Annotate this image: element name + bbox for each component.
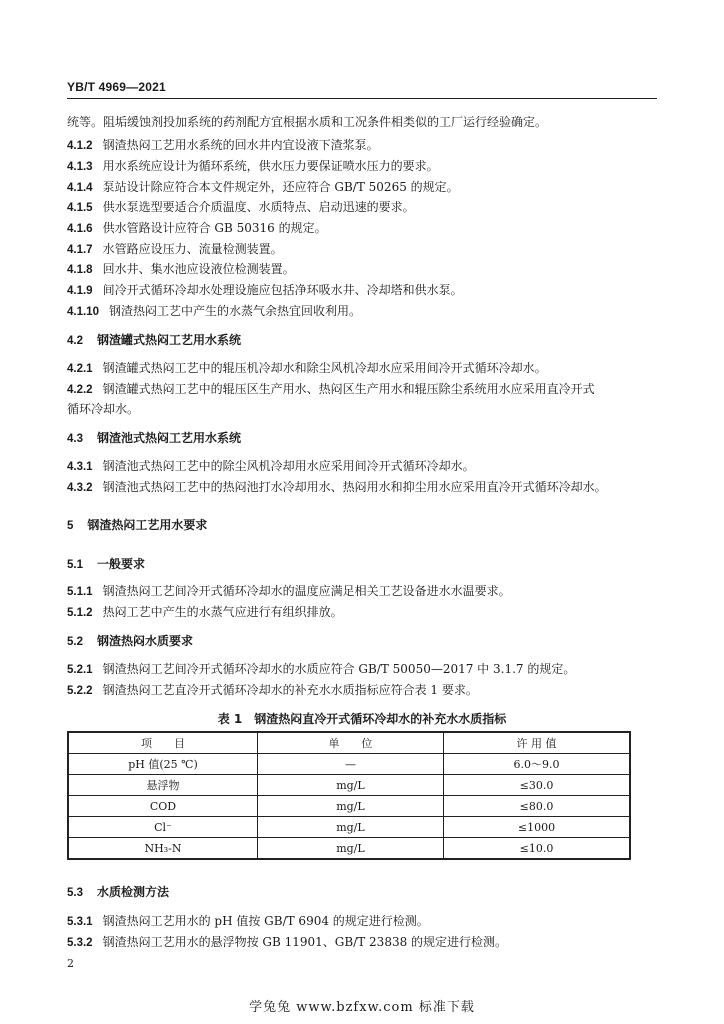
table-row [68, 838, 630, 860]
clause-number: 5.1.1 [67, 586, 93, 598]
cell-value: ≤10.0 [443, 838, 630, 860]
cell-value: ≤1000 [443, 817, 630, 838]
clause-number: 4.3.2 [67, 482, 93, 494]
header-item: 项 目 [68, 732, 257, 754]
clause-5-3-2 [67, 934, 667, 951]
clause-text: 热闷工艺中产生的水蒸气应进行有组织排放。 [102, 605, 343, 619]
section-heading-5-2 [67, 633, 193, 650]
cell-item: COD [68, 796, 257, 817]
section-title: 钢渣热闷水质要求 [97, 634, 194, 648]
section-number: 5.3 [67, 887, 83, 899]
clause-4-3-2 [67, 479, 667, 496]
clause-text: 钢渣热闷工艺用水的 pH 值按 GB/T 6904 的规定进行检测。 [102, 914, 429, 928]
clause-number: 4.1.6 [67, 223, 93, 235]
clause-4-3-1 [67, 458, 667, 475]
standard-code: YB/T 4969—2021 [67, 80, 166, 94]
clause-text: 钢渣热闷工艺间冷开式循环冷却水的水质应符合 GB/T 50050—2017 中 3.1.7 的规定。 [102, 662, 576, 676]
cell-item: pH 值(25 ℃) [68, 754, 257, 775]
clause-number: 4.1.9 [67, 285, 93, 297]
clause-number: 4.2.1 [67, 363, 93, 375]
clause-number: 4.1.5 [67, 202, 93, 214]
header-rule [67, 98, 657, 99]
clause-number: 4.1.3 [67, 161, 93, 173]
clause-5-1-2 [67, 604, 667, 621]
clause-number: 4.1.7 [67, 244, 93, 256]
clause-text: 供水泵选型要适合介质温度、水质特点、启动迅速的要求。 [102, 200, 415, 214]
section-title: 一般要求 [97, 557, 146, 571]
cell-unit: mg/L [257, 817, 443, 838]
clause-4-2-2 [67, 381, 667, 398]
page-number: 2 [67, 957, 74, 970]
cell-unit: mg/L [257, 775, 443, 796]
clause-text: 回水井、集水池应设液位检测装置。 [102, 262, 295, 276]
clause-text: 钢渣池式热闷工艺中的热闷池打水冷却用水、热闷用水和抑尘用水应采用直冷开式循环冷却水。 [102, 480, 607, 494]
table-title: 表 1 钢渣热闷直冷开式循环冷却水的补充水水质指标 [217, 712, 507, 726]
clause-text: 钢渣热闷工艺间冷开式循环冷却水的温度应满足相关工艺设备进水水温要求。 [102, 584, 511, 598]
table-row [68, 796, 630, 817]
table-header-row [68, 732, 630, 754]
clause-4-1-3 [67, 158, 667, 175]
clause-number: 4.1.2 [67, 140, 93, 152]
clause-number: 5.3.1 [67, 916, 93, 928]
table-row [68, 817, 630, 838]
clause-number: 4.2.2 [67, 384, 93, 396]
header-unit: 单 位 [257, 732, 443, 754]
clause-number: 4.1.8 [67, 264, 93, 276]
clause-text: 钢渣罐式热闷工艺中的辊压区生产用水、热闷区生产用水和辊压除尘系统用水应采用直冷开式 [102, 382, 595, 396]
clause-4-2-2-continuation: 循环冷却水。 [67, 402, 140, 416]
clause-text: 泵站设计除应符合本文件规定外，还应符合 GB/T 50265 的规定。 [102, 180, 459, 194]
clause-4-1-7 [67, 241, 667, 258]
download-watermark-footer: 学兔兔 www.bzfxw.com 标准下载 [249, 1000, 475, 1015]
clause-text: 钢渣罐式热闷工艺中的辊压机冷却水和除尘风机冷却水应采用间冷开式循环冷却水。 [102, 361, 547, 375]
clause-text: 供水管路设计应符合 GB 50316 的规定。 [102, 221, 327, 235]
section-title: 钢渣池式热闷工艺用水系统 [97, 431, 242, 445]
cell-unit: mg/L [257, 796, 443, 817]
cell-unit: mg/L [257, 838, 443, 860]
clause-text: 钢渣池式热闷工艺中的除尘风机冷却用水应采用间冷开式循环冷却水。 [102, 459, 475, 473]
section-number: 4.3 [67, 433, 83, 445]
cell-item: 悬浮物 [68, 775, 257, 796]
clause-text: 钢渣热闷工艺用水系统的回水井内宜设液下渣浆泵。 [102, 138, 379, 152]
table-row [68, 775, 630, 796]
clause-text: 钢渣热闷工艺用水的悬浮物按 GB 11901、GB/T 23838 的规定进行检测。 [102, 935, 508, 949]
continued-paragraph: 统等。阻垢缓蚀剂投加系统的药剂配方宜根据水质和工况条件相类似的工厂运行经验确定。 [67, 115, 548, 129]
section-title: 钢渣罐式热闷工艺用水系统 [97, 333, 242, 347]
chapter-title: 钢渣热闷工艺用水要求 [87, 518, 208, 532]
cell-unit: — [257, 754, 443, 775]
cell-value: ≤30.0 [443, 775, 630, 796]
clause-4-2-1 [67, 360, 667, 377]
clause-number: 5.1.2 [67, 607, 93, 619]
section-title: 水质检测方法 [97, 885, 170, 899]
water-quality-table [67, 731, 631, 860]
clause-text: 钢渣热闷工艺直冷开式循环冷却水的补充水水质指标应符合表 1 要求。 [102, 683, 478, 697]
clause-number: 5.2.2 [67, 685, 93, 697]
section-number: 4.2 [67, 335, 83, 347]
clause-4-1-4 [67, 179, 667, 196]
cell-item: NH₃-N [68, 838, 257, 860]
clause-number: 4.3.1 [67, 461, 93, 473]
clause-4-1-10 [67, 303, 667, 320]
clause-4-1-9 [67, 282, 667, 299]
clause-4-1-6 [67, 220, 667, 237]
section-heading-5-3 [67, 884, 169, 901]
clause-text: 间冷开式循环冷却水处理设施应包括净环吸水井、冷却塔和供水泵。 [102, 283, 463, 297]
cell-item: Cl⁻ [68, 817, 257, 838]
clause-4-1-8 [67, 261, 667, 278]
chapter-heading-5 [67, 517, 207, 534]
clause-5-2-2 [67, 682, 667, 699]
table-row [68, 754, 630, 775]
clause-5-2-1 [67, 661, 667, 678]
section-number: 5.2 [67, 636, 83, 648]
clause-text: 水管路应设压力、流量检测装置。 [102, 242, 283, 256]
section-heading-4-2 [67, 332, 241, 349]
clause-5-1-1 [67, 583, 667, 600]
clause-text: 用水系统应设计为循环系统，供水压力要保证喷水压力的要求。 [102, 159, 439, 173]
clause-number: 4.1.10 [67, 306, 99, 318]
clause-4-1-2 [67, 137, 667, 154]
section-number: 5.1 [67, 559, 83, 571]
cell-value: ≤80.0 [443, 796, 630, 817]
clause-number: 4.1.4 [67, 182, 93, 194]
section-heading-5-1 [67, 556, 145, 573]
clause-number: 5.3.2 [67, 937, 93, 949]
header-allowed-value: 许 用 值 [443, 732, 630, 754]
cell-value: 6.0～9.0 [443, 754, 630, 775]
section-heading-4-3 [67, 430, 241, 447]
clause-5-3-1 [67, 913, 667, 930]
clause-4-1-5 [67, 199, 667, 216]
clause-text: 钢渣热闷工艺中产生的水蒸气余热宜回收利用。 [108, 304, 361, 318]
clause-number: 5.2.1 [67, 664, 93, 676]
chapter-number: 5 [67, 520, 74, 532]
